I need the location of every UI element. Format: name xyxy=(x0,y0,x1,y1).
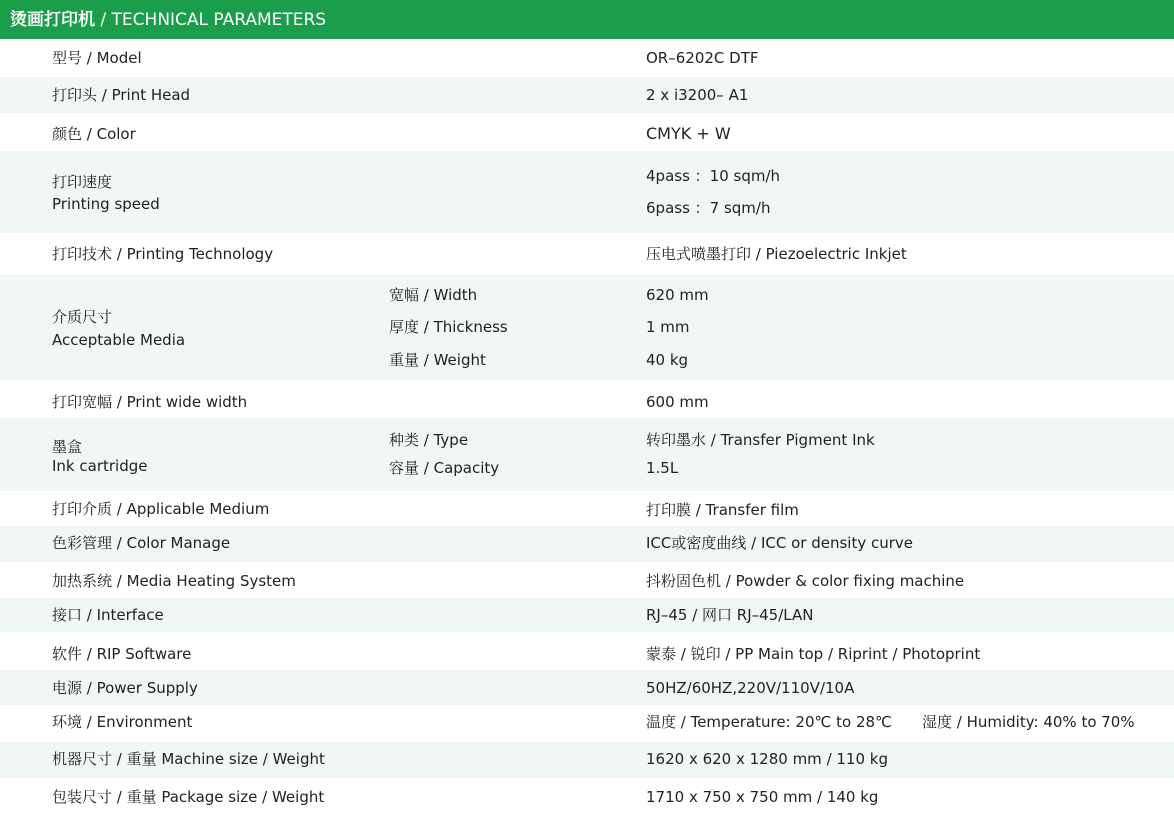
row-rip-software xyxy=(0,632,1174,670)
row-environment xyxy=(0,705,1174,742)
row-power-supply xyxy=(0,670,1174,705)
row-ink-cartridge xyxy=(0,418,1174,491)
machine-size-label: 机器尺寸 / 重量 Machine size / Weight xyxy=(52,750,325,768)
interface-label: 接口 / Interface xyxy=(52,606,164,624)
interface-value: RJ–45 / 网口 RJ–45/LAN xyxy=(646,606,814,624)
media-thickness-value: 1 mm xyxy=(646,318,690,336)
environment-temperature: 温度 / Temperature: 20℃ to 28℃ xyxy=(646,713,892,731)
color-label: 颜色 / Color xyxy=(52,125,136,143)
heating-label: 加热系统 / Media Heating System xyxy=(52,572,296,590)
power-label: 电源 / Power Supply xyxy=(52,679,198,697)
medium-label: 打印介质 / Applicable Medium xyxy=(52,500,270,518)
media-weight-value: 40 kg xyxy=(646,351,689,369)
media-label-cn: 介质尺寸 xyxy=(52,308,113,326)
technology-label: 打印技术 / Printing Technology xyxy=(52,245,274,263)
ink-capacity-value: 1.5L xyxy=(646,459,679,477)
print-head-value: 2 x i3200– A1 xyxy=(646,86,749,104)
software-value: 蒙泰 / 锐印 / PP Main top / Riprint / Photoprint xyxy=(646,645,981,663)
model-value: OR–6202C DTF xyxy=(646,49,759,67)
machine-size-value: 1620 x 620 x 1280 mm / 110 kg xyxy=(646,750,888,768)
row-interface xyxy=(0,598,1174,632)
media-weight-label: 重量 / Weight xyxy=(389,351,486,369)
media-width-label: 宽幅 / Width xyxy=(389,286,478,304)
row-technology xyxy=(0,233,1174,275)
ink-label-en: Ink cartridge xyxy=(52,457,148,475)
row-print-head xyxy=(0,77,1174,113)
print-width-value: 600 mm xyxy=(646,393,709,411)
speed-value-6pass: 6pass ：7 sqm/h xyxy=(646,199,771,217)
speed-value-4pass: 4pass ：10 sqm/h xyxy=(646,167,781,185)
power-value: 50HZ/60HZ,220V/110V/10A xyxy=(646,679,855,697)
print-width-label: 打印宽幅 / Print wide width xyxy=(52,393,248,411)
print-head-label: 打印头 / Print Head xyxy=(52,86,191,104)
color-value: CMYK + W xyxy=(646,124,731,143)
package-size-value: 1710 x 750 x 750 mm / 140 kg xyxy=(646,788,879,806)
row-heating-system xyxy=(0,562,1174,598)
technology-value: 压电式喷墨打印 / Piezoelectric Inkjet xyxy=(646,245,907,263)
row-package-size xyxy=(0,778,1174,817)
ink-capacity-label: 容量 / Capacity xyxy=(389,459,500,477)
ink-label-cn: 墨盒 xyxy=(52,438,83,456)
color-manage-value: ICC或密度曲线 / ICC or density curve xyxy=(646,534,914,552)
ink-type-value: 转印墨水 / Transfer Pigment Ink xyxy=(646,431,875,449)
media-thickness-label: 厚度 / Thickness xyxy=(389,318,508,336)
software-label: 软件 / RIP Software xyxy=(52,645,192,663)
spec-table-header xyxy=(0,0,1174,39)
media-label-en: Acceptable Media xyxy=(52,331,186,349)
color-manage-label: 色彩管理 / Color Manage xyxy=(52,534,231,552)
model-label: 型号 / Model xyxy=(52,49,142,67)
row-printing-speed xyxy=(0,151,1174,233)
row-print-width xyxy=(0,380,1174,418)
speed-label-cn: 打印速度 xyxy=(52,173,113,191)
header-title-cn: 烫画打印机 xyxy=(10,10,95,30)
row-color-manage xyxy=(0,526,1174,562)
row-model xyxy=(0,39,1174,77)
media-width-value: 620 mm xyxy=(646,286,709,304)
ink-type-label: 种类 / Type xyxy=(389,431,469,449)
environment-humidity: 湿度 / Humidity: 40% to 70% xyxy=(922,713,1135,731)
environment-label: 环境 / Environment xyxy=(52,713,193,731)
row-applicable-medium xyxy=(0,491,1174,526)
speed-label-en: Printing speed xyxy=(52,195,160,213)
package-size-label: 包装尺寸 / 重量 Package size / Weight xyxy=(52,788,325,806)
row-machine-size xyxy=(0,742,1174,778)
row-color xyxy=(0,113,1174,151)
row-acceptable-media xyxy=(0,275,1174,380)
heating-value: 抖粉固色机 / Powder & color fixing machine xyxy=(646,572,965,590)
medium-value: 打印膜 / Transfer film xyxy=(646,501,799,519)
header-title-en: / TECHNICAL PARAMETERS xyxy=(95,10,327,30)
